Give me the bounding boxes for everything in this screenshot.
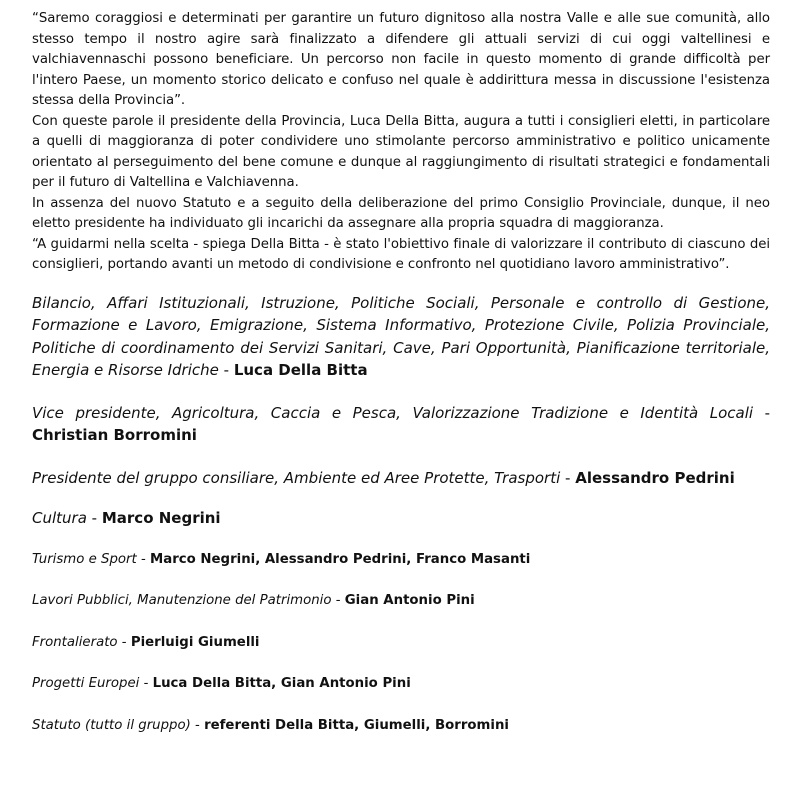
assignment-separator: - bbox=[117, 634, 131, 650]
assignment-item bbox=[32, 673, 770, 696]
assignment-holder: Christian Borromini bbox=[32, 426, 197, 444]
intro-paragraph-president: Con queste parole il presidente della Provincia, Luca Della Bitta, augura a tutti i consiglieri eletti, in particolare a quelli di maggioranza di poter condividere uno stimolante percorso amministrativo e politico unicamente orientato al perseguimento del bene comune e dunque al raggiungimento di risultati strategici e fondamentali per il futuro di Valtellina e Valchiavenna. bbox=[32, 113, 770, 190]
assignment-separator: - bbox=[331, 593, 345, 608]
assignment-separator: - bbox=[86, 509, 102, 527]
assignment-holder: referenti Della Bitta, Giumelli, Borromini bbox=[204, 717, 509, 733]
assignment-item bbox=[32, 292, 770, 382]
assignment-holder: Luca Della Bitta, Gian Antonio Pini bbox=[152, 676, 411, 691]
assignment-item bbox=[32, 402, 770, 447]
intro-paragraph-choice-quote: “A guidarmi nella scelta - spiega Della Bitta - è stato l'obiettivo finale di valorizzare il contributo di ciascuno dei consiglieri, portando avanti un metodo di condivisione e confronto nel quotidiano lavoro amministrativo”. bbox=[32, 236, 770, 272]
assignment-separator: - bbox=[190, 717, 205, 733]
intro-paragraph-statute: In assenza del nuovo Statuto e a seguito della deliberazione del primo Consiglio Provinciale, dunque, il neo eletto presidente ha individuato gli incarichi da assegnare alla propria squadra di maggioranza. bbox=[32, 195, 770, 231]
assignment-holder: Pierluigi Giumelli bbox=[130, 634, 260, 650]
intro-paragraph-quote: “Saremo coraggiosi e determinati per garantire un futuro dignitoso alla nostra Valle e alle sue comunità, allo stesso tempo il nostro agire sarà finalizzato a difendere gli attuali servizi di cui oggi valtellinesi e valchiavennaschi possono beneficiare. Un percorso non facile in questo momento di grande difficoltà per l'intero Paese, un momento storico delicato e confuso nel quale è addirittura messa in discussione l'esistenza stessa della Provincia”. bbox=[32, 11, 770, 108]
assignment-roles: Cultura bbox=[32, 509, 87, 527]
assignment-holder: Luca Della Bitta bbox=[233, 361, 368, 379]
assignment-roles: Bilancio, Affari Istituzionali, Istruzione, Politiche Sociali, Personale e controllo di Gestione, Formazione e Lavoro, Emigrazione, Sistema Informativo, Protezione Civile, Polizia Provinciale, Politiche di coordinamento dei Servizi Sanitari, Cave, Pari Opportunità, Pianificazione territoriale, Energia e Risorse Idriche bbox=[32, 293, 770, 379]
assignment-item bbox=[32, 549, 770, 572]
assignment-roles: Turismo e Sport bbox=[32, 551, 137, 567]
assignment-item bbox=[32, 715, 770, 738]
assignment-holder: Alessandro Pedrini bbox=[575, 468, 735, 487]
assignment-item bbox=[32, 590, 770, 613]
assignment-separator: - bbox=[136, 551, 150, 567]
assignment-item bbox=[32, 507, 770, 530]
assignment-roles: Vice presidente, Agricoltura, Caccia e Pesca, Valorizzazione Tradizione e Identità Locali bbox=[32, 403, 754, 422]
assignment-holder: Marco Negrini bbox=[101, 509, 221, 527]
assignment-roles: Frontalierato bbox=[32, 634, 118, 650]
assignment-separator: - bbox=[218, 361, 234, 379]
assignment-roles: Lavori Pubblici, Manutenzione del Patrimonio bbox=[32, 593, 332, 608]
assignment-roles: Progetti Europei bbox=[32, 676, 140, 691]
assignment-holder: Marco Negrini, Alessandro Pedrini, Franco Masanti bbox=[150, 551, 531, 567]
assignment-item bbox=[32, 467, 770, 490]
assignment-separator: - bbox=[560, 468, 576, 487]
assignments-list bbox=[32, 292, 770, 738]
assignment-roles: Statuto (tutto il gruppo) bbox=[32, 717, 191, 733]
intro-section bbox=[32, 9, 770, 276]
assignment-separator: - bbox=[753, 403, 771, 422]
assignment-holder: Gian Antonio Pini bbox=[344, 593, 475, 608]
assignment-item bbox=[32, 632, 770, 655]
assignment-roles: Presidente del gruppo consiliare, Ambiente ed Aree Protette, Trasporti bbox=[32, 468, 561, 487]
assignment-separator: - bbox=[139, 676, 153, 691]
